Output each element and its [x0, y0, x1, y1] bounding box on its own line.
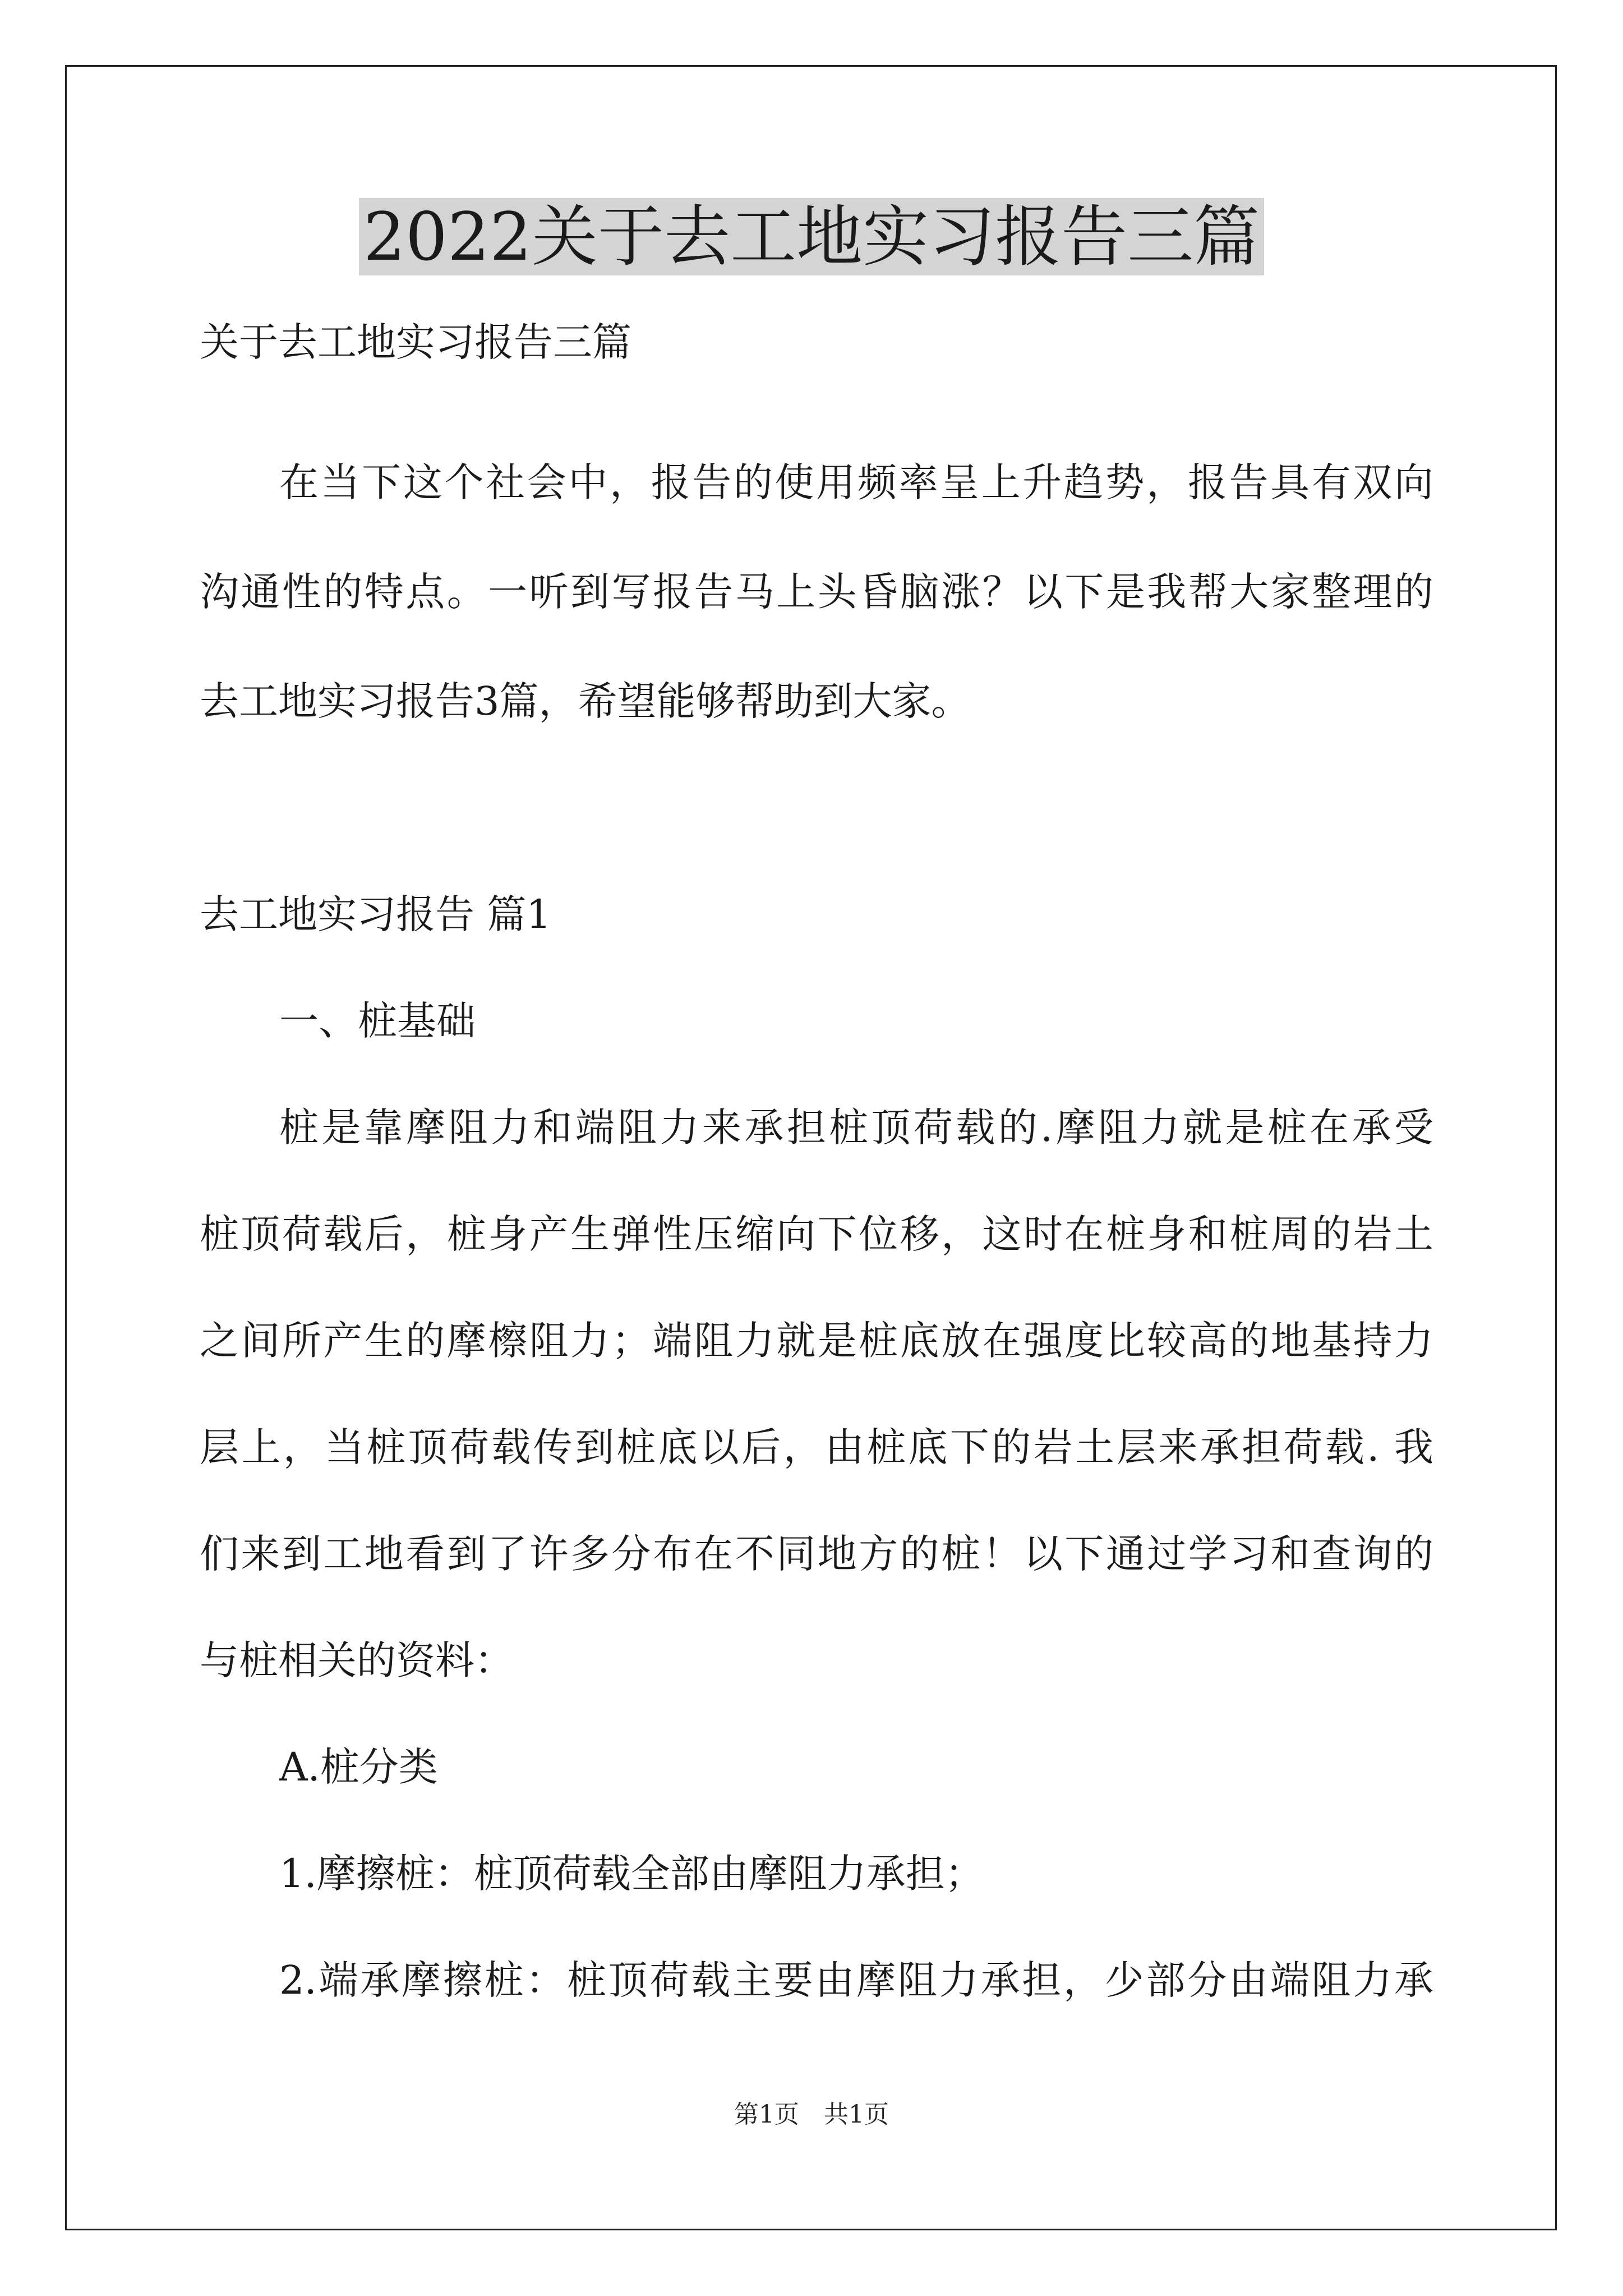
paragraph-line: 层上，当桩顶荷载传到桩底以后，由桩底下的岩土层来承担荷载. 我	[200, 1424, 1433, 1470]
paragraph-line: 桩是靠摩阻力和端阻力来承担桩顶荷载的.摩阻力就是桩在承受	[279, 1105, 1433, 1151]
intro-line: 去工地实习报告3篇，希望能够帮助到大家。	[200, 678, 971, 724]
intro-line: 在当下这个社会中，报告的使用频率呈上升趋势，报告具有双向	[279, 459, 1433, 505]
page-footer	[0, 2098, 1623, 2132]
subtitle: 关于去工地实习报告三篇	[200, 319, 631, 365]
list-item: 1.摩擦桩：桩顶荷载全部由摩阻力承担；	[279, 1851, 984, 1897]
list-item: 2.端承摩擦桩：桩顶荷载主要由摩阻力承担，少部分由端阻力承	[279, 1957, 1433, 2003]
list-heading: A.桩分类	[279, 1744, 438, 1790]
paragraph-line: 桩顶荷载后，桩身产生弹性压缩向下位移，这时在桩身和桩周的岩土	[200, 1211, 1433, 1257]
intro-line: 沟通性的特点。一听到写报告马上头昏脑涨？以下是我帮大家整理的	[200, 569, 1433, 615]
paragraph-line: 与桩相关的资料：	[200, 1637, 514, 1683]
document-title-text: 2022关于去工地实习报告三篇	[359, 198, 1264, 275]
subsection-heading: 一、桩基础	[279, 998, 476, 1044]
section-heading: 去工地实习报告 篇1	[200, 891, 551, 937]
document-title	[0, 192, 1623, 282]
paragraph-line: 们来到工地看到了许多分布在不同地方的桩！以下通过学习和查询的	[200, 1531, 1433, 1577]
page-number: 第1页	[734, 2100, 799, 2129]
paragraph-line: 之间所产生的摩檫阻力；端阻力就是桩底放在强度比较高的地基持力	[200, 1318, 1433, 1364]
page-total: 共1页	[824, 2100, 889, 2129]
